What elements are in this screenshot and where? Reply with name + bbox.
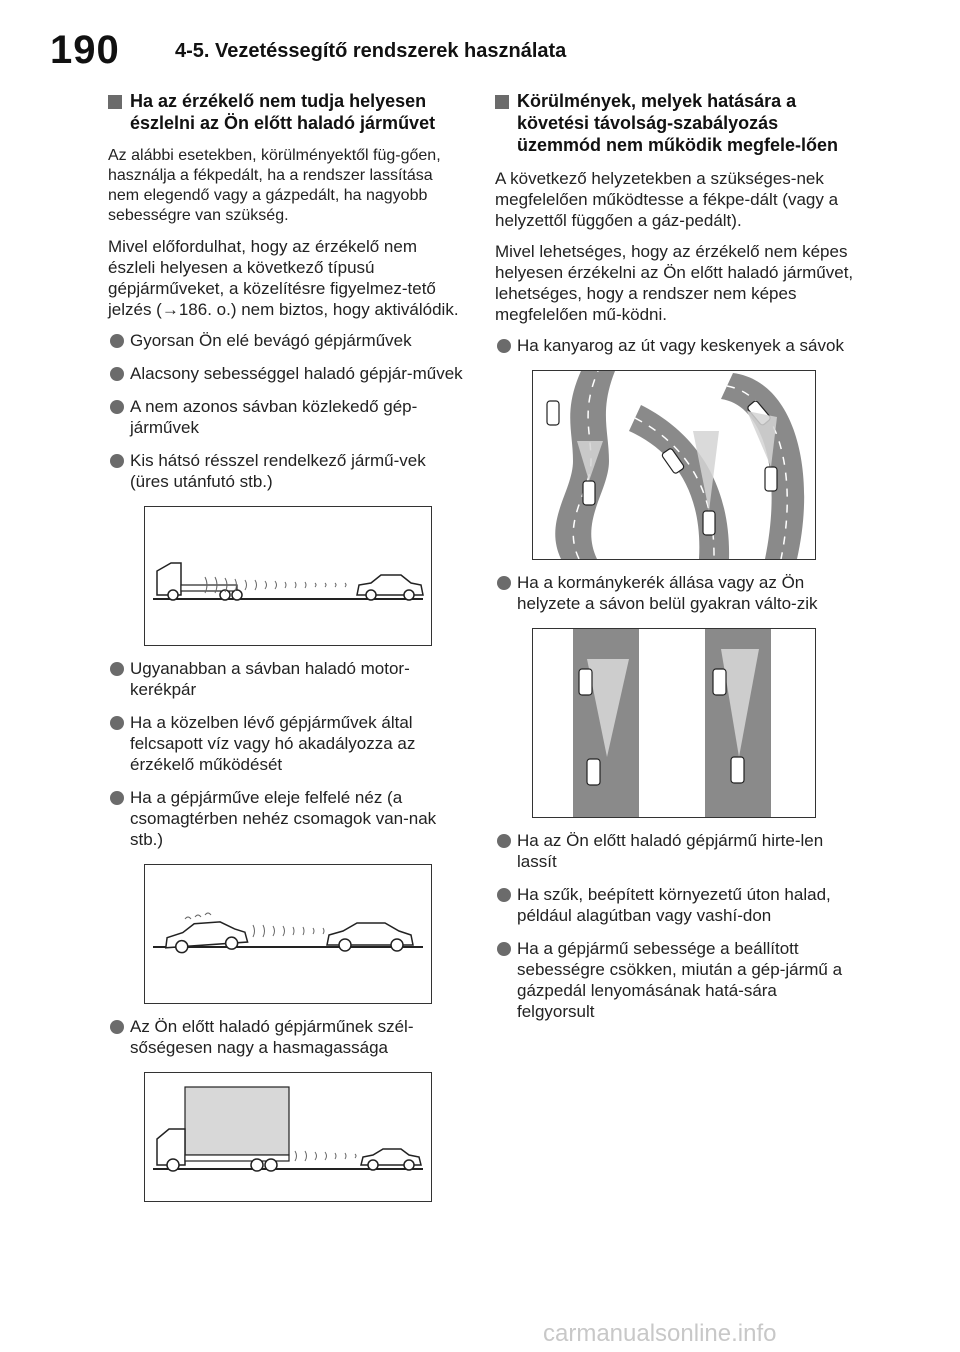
right-paragraph-1: A következő helyzetekben a szükséges-nek megfelelően működtesse a fékpe-dált (vagy a helyzettől függően a gáz-pedált). [495,169,839,230]
list-item: Ha kanyarog az út vagy keskenyek a sávok [495,335,855,356]
figure-nose-up [144,864,432,1004]
list-item: Ha az Ön előtt haladó gépjármű hirte-len lassít [495,830,855,872]
bullet-icon [110,334,124,348]
bullet-icon [497,576,511,590]
trailer-illustration [145,507,431,645]
list-item: Az Ön előtt haladó gépjárműnek szél-sőségesen nagy a hasmagassága [108,1016,468,1058]
bullet-icon [497,834,511,848]
bullet-icon [110,367,124,381]
high-truck-illustration [145,1073,431,1201]
right-column [495,90,855,1034]
figure-curved-roads [532,370,816,560]
figure-trailer [144,506,432,646]
bullet-icon [110,400,124,414]
list-item: A nem azonos sávban közlekedő gép-járművek [108,396,468,438]
page-number: 190 [50,28,120,72]
right-heading: Körülmények, melyek hatására a követési távolság-szabályozás üzemmód nem működik megfele-lően [517,91,839,155]
list-item: Ha a kormánykerék állása vagy az Ön helyzete a sávon belül gyakran válto-zik [495,572,855,614]
left-paragraph-2: Mivel előfordulhat, hogy az érzékelő nem észleli helyesen a következő típusú gépjárműveket, a közelítésre figyelmez-tető jelzés (→186. o.) nem biztos, hogy aktiválódik. [108,237,459,319]
figure-lane-position [532,628,816,818]
list-item: Kis hátsó résszel rendelkező jármű-vek (üres utánfutó stb.) [108,450,468,492]
bullet-icon [497,888,511,902]
figure-high-truck [144,1072,432,1202]
bullet-icon [110,454,124,468]
right-heading-block [495,90,855,156]
section-title: 4-5. Vezetéssegítő rendszerek használata [175,40,567,62]
bullet-icon [110,716,124,730]
left-heading: Ha az érzékelő nem tudja helyesen észlelni az Ön előtt haladó járművet [130,91,436,133]
lane-position-illustration [533,629,815,817]
bullet-icon [110,1020,124,1034]
bullet-icon [497,942,511,956]
page-header [0,0,960,80]
list-item: Ugyanabban a sávban haladó motor-kerékpár [108,658,468,700]
list-item: Ha szűk, beépített környezetű úton halad, például alagútban vagy vashí-don [495,884,855,926]
square-bullet-icon [108,95,122,109]
right-paragraph-2: Mivel lehetséges, hogy az érzékelő nem képes helyesen érzékelni az Ön előtt haladó járművet, lehetséges, hogy a rendszer nem képes megfelelően mű-ködni. [495,242,854,324]
bullet-icon [110,662,124,676]
left-column [108,90,468,1202]
left-heading-block [108,90,468,134]
list-item: Ha a gépjárműve eleje felfelé néz (a csomagtérben nehéz csomagok van-nak stb.) [108,787,468,850]
square-bullet-icon [495,95,509,109]
list-item: Ha a gépjármű sebessége a beállított sebességre csökken, miután a gép-jármű a gázpedál lenyomásának hatá-sára felgyorsult [495,938,855,1022]
bullet-icon [110,791,124,805]
list-item: Alacsony sebességgel haladó gépjár-művek [108,363,468,384]
left-paragraph-1: Az alábbi esetekben, körülményektől füg-gően, használja a fékpedált, ha a rendszer lassítása nem elegendő vagy a gázpedált, ha nagyobb sebességre van szükség. [108,147,441,224]
curved-roads-illustration [533,371,815,559]
list-item: Ha a közelben lévő gépjárművek által felcsapott víz vagy hó akadályozza az érzékelő működését [108,712,468,775]
bullet-icon [497,339,511,353]
watermark: carmanualsonline.info [543,1320,777,1347]
list-item: Gyorsan Ön elé bevágó gépjárművek [108,330,468,351]
nose-up-illustration [145,865,431,1003]
